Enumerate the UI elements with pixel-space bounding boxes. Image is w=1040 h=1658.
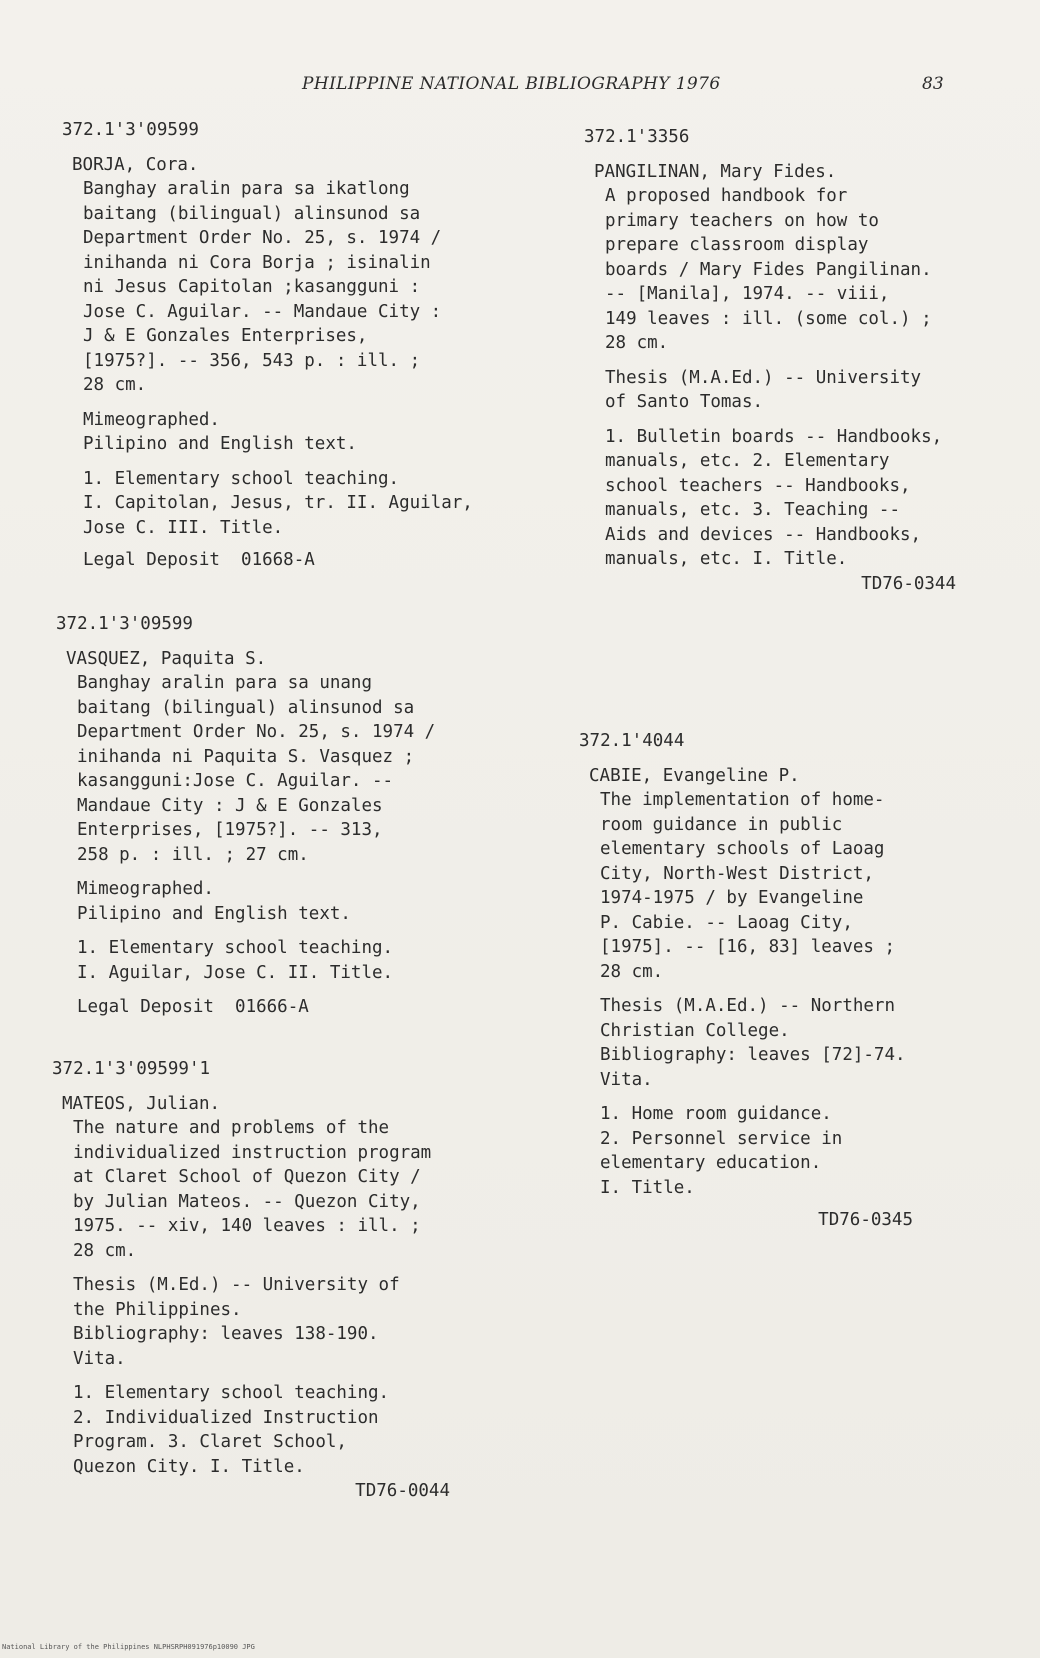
main-heading: PANGILINAN, Mary Fides. bbox=[594, 161, 837, 182]
description-line: Department Order No. 25, s. 1974 / bbox=[77, 722, 436, 742]
main-heading: CABIE, Evangeline P. bbox=[589, 765, 800, 786]
description-line: A proposed handbook for bbox=[605, 186, 848, 206]
control-number: TD76-0044 bbox=[355, 1481, 450, 1501]
description-line: 1975. -- xiv, 140 leaves : ill. ; bbox=[73, 1216, 421, 1236]
note-line: Mimeographed. bbox=[83, 409, 220, 430]
description-line: primary teachers on how to bbox=[605, 210, 879, 231]
description-line: 28 cm. bbox=[600, 961, 664, 982]
call-number: 372.1'4044 bbox=[579, 731, 685, 751]
tracing-line: 1. Bulletin boards -- Handbooks, bbox=[605, 426, 943, 447]
description-line: -- [Manila], 1974. -- viii, bbox=[605, 284, 890, 304]
tracing-line: school teachers -- Handbooks, bbox=[605, 475, 911, 496]
tracing-line: elementary education. bbox=[600, 1153, 822, 1173]
entry-borja bbox=[62, 118, 532, 573]
tracing-line: I. Aguilar, Jose C. II. Title. bbox=[77, 962, 394, 983]
description-block bbox=[52, 1116, 522, 1504]
running-header-title: PHILIPPINE NATIONAL BIBLIOGRAPHY 1976 bbox=[302, 74, 721, 94]
description-line: elementary schools of Laoag bbox=[600, 839, 885, 859]
tracing-line: Quezon City. I. Title. bbox=[73, 1456, 305, 1477]
call-number: 372.1'3'09599'1 bbox=[52, 1059, 211, 1079]
call-number: 372.1'3'09599 bbox=[56, 614, 193, 634]
scan-footer: National Library of the Philippines NLPHSRPH091976p10090 JPG bbox=[2, 1643, 255, 1651]
description-line: prepare classroom display bbox=[605, 235, 869, 255]
tracing-line: 2. Personnel service in bbox=[600, 1128, 843, 1149]
description-line: 28 cm. bbox=[73, 1240, 137, 1261]
description-line: Banghay aralin para sa unang bbox=[77, 673, 373, 693]
description-line: kasangguni:Jose C. Aguilar. -- bbox=[77, 771, 394, 791]
description-line: 28 cm. bbox=[83, 375, 147, 395]
description-line: The implementation of home- bbox=[600, 790, 885, 810]
description-line: City, North-West District, bbox=[600, 863, 874, 884]
note-line: Pilipino and English text. bbox=[77, 903, 351, 924]
note-line: of Santo Tomas. bbox=[605, 392, 764, 412]
tracing-line: 1. Elementary school teaching. bbox=[73, 1383, 390, 1403]
note-line: Vita. bbox=[600, 1069, 653, 1090]
page-number: 83 bbox=[922, 74, 944, 94]
entry-pangilinan bbox=[584, 125, 1004, 596]
main-heading: MATEOS, Julian. bbox=[62, 1093, 221, 1114]
note-line: Vita. bbox=[73, 1348, 126, 1369]
tracing-line: I. Capitolan, Jesus, tr. II. Aguilar, bbox=[83, 493, 473, 513]
description-line: Enterprises, [1975?]. -- 313, bbox=[77, 820, 383, 840]
legal-deposit: Legal Deposit 01666-A bbox=[77, 997, 309, 1017]
note-line: Thesis (M.Ed.) -- University of bbox=[73, 1275, 400, 1295]
description-line: 28 cm. bbox=[605, 333, 669, 353]
control-number: TD76-0344 bbox=[861, 573, 956, 594]
tracing-line: 2. Individualized Instruction bbox=[73, 1407, 379, 1428]
entry-cabie bbox=[579, 729, 999, 1233]
description-line: baitang (bilingual) alinsunod sa bbox=[83, 203, 421, 224]
tracing-line: 1. Home room guidance. bbox=[600, 1104, 832, 1124]
main-heading: VASQUEZ, Paquita S. bbox=[66, 648, 267, 669]
note-line: Thesis (M.A.Ed.) -- University bbox=[605, 367, 922, 388]
description-line: [1975?]. -- 356, 543 p. : ill. ; bbox=[83, 350, 421, 371]
description-line: inihanda ni Paquita S. Vasquez ; bbox=[77, 746, 415, 767]
tracing-line: manuals, etc. 2. Elementary bbox=[605, 451, 890, 471]
note-line: Christian College. bbox=[600, 1020, 790, 1041]
description-line: The nature and problems of the bbox=[73, 1118, 390, 1138]
note-line: Mimeographed. bbox=[77, 879, 214, 899]
tracing-line: Program. 3. Claret School, bbox=[73, 1432, 347, 1452]
description-block bbox=[584, 184, 1004, 596]
note-line: Thesis (M.A.Ed.) -- Northern bbox=[600, 996, 896, 1016]
description-line: 1974-1975 / by Evangeline bbox=[600, 888, 864, 908]
tracing-line: I. Title. bbox=[600, 1177, 695, 1198]
description-block bbox=[579, 788, 999, 1233]
tracing-line: Jose C. III. Title. bbox=[83, 517, 284, 538]
description-line: by Julian Mateos. -- Quezon City, bbox=[73, 1191, 421, 1212]
note-line: Pilipino and English text. bbox=[83, 434, 357, 454]
description-line: P. Cabie. -- Laoag City, bbox=[600, 912, 853, 933]
legal-deposit: Legal Deposit 01668-A bbox=[83, 550, 315, 570]
call-number: 372.1'3356 bbox=[584, 127, 690, 147]
description-line: at Claret School of Quezon City / bbox=[73, 1167, 421, 1187]
description-line: baitang (bilingual) alinsunod sa bbox=[77, 697, 415, 718]
description-line: ni Jesus Capitolan ;kasangguni : bbox=[83, 277, 421, 297]
description-line: J & E Gonzales Enterprises, bbox=[83, 326, 368, 346]
control-number: TD76-0345 bbox=[818, 1210, 913, 1230]
description-line: 149 leaves : ill. (some col.) ; bbox=[605, 308, 932, 329]
tracing-line: Aids and devices -- Handbooks, bbox=[605, 524, 922, 545]
description-line: 258 p. : ill. ; 27 cm. bbox=[77, 844, 309, 865]
main-heading: BORJA, Cora. bbox=[72, 154, 199, 175]
tracing-line: 1. Elementary school teaching. bbox=[77, 938, 394, 958]
description-line: Jose C. Aguilar. -- Mandaue City : bbox=[83, 301, 442, 322]
tracing-line: 1. Elementary school teaching. bbox=[83, 468, 400, 489]
note-line: the Philippines. bbox=[73, 1299, 242, 1320]
note-line: Bibliography: leaves 138-190. bbox=[73, 1324, 379, 1344]
note-line: Bibliography: leaves [72]-74. bbox=[600, 1045, 906, 1065]
description-line: inihanda ni Cora Borja ; isinalin bbox=[83, 252, 431, 273]
description-line: individualized instruction program bbox=[73, 1142, 432, 1163]
description-line: boards / Mary Fides Pangilinan. bbox=[605, 259, 932, 280]
description-block bbox=[56, 671, 526, 1020]
call-number: 372.1'3'09599 bbox=[62, 120, 199, 140]
description-block bbox=[62, 177, 532, 573]
description-line: Mandaue City : J & E Gonzales bbox=[77, 795, 383, 816]
description-line: Department Order No. 25, s. 1974 / bbox=[83, 228, 442, 248]
description-line: room guidance in public bbox=[600, 814, 843, 835]
tracing-line: manuals, etc. 3. Teaching -- bbox=[605, 500, 901, 520]
description-line: Banghay aralin para sa ikatlong bbox=[83, 179, 410, 199]
entry-vasquez bbox=[56, 612, 526, 1020]
description-line: [1975]. -- [16, 83] leaves ; bbox=[600, 937, 896, 957]
tracing-line: manuals, etc. I. Title. bbox=[605, 549, 848, 569]
entry-mateos bbox=[52, 1057, 522, 1504]
